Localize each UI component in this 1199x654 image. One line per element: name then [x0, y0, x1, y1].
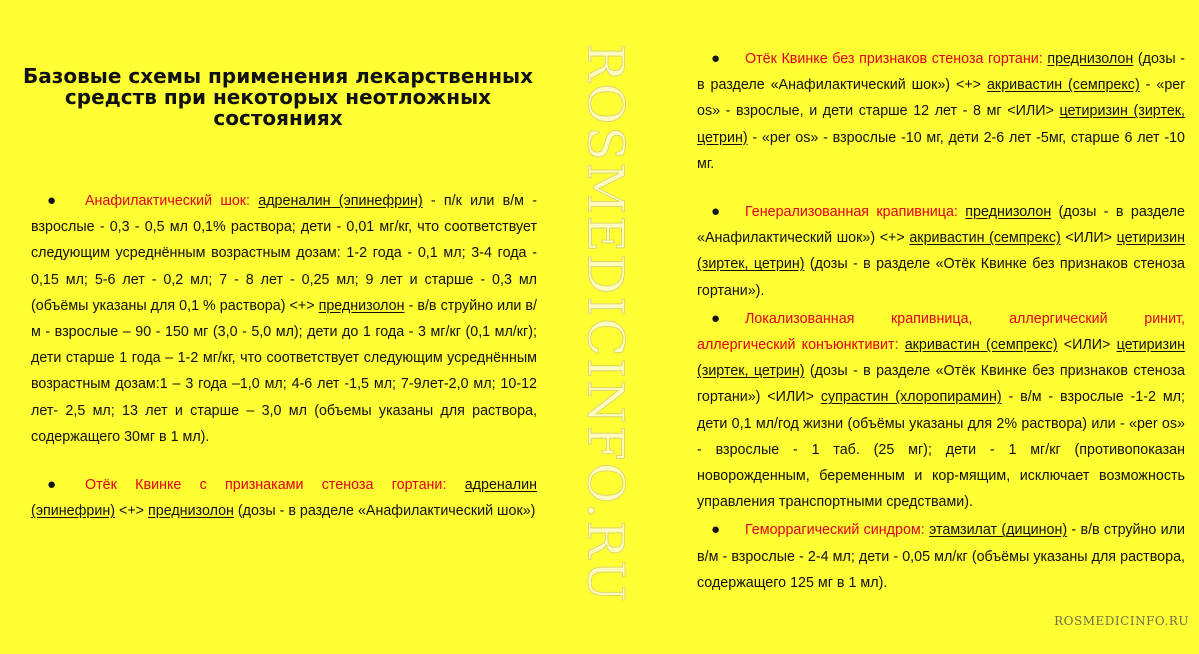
dosage-text: <ИЛИ>: [1057, 337, 1117, 354]
bullet-icon: ●: [711, 203, 721, 221]
drug-prednisolone: преднизолон: [965, 204, 1052, 221]
drug-adrenaline: адреналин (эпинефрин): [31, 477, 537, 520]
left-column: [31, 188, 537, 524]
drug-prednisolone: преднизолон: [148, 503, 234, 520]
drug-acrivastine: акривастин (семпрекс): [909, 230, 1061, 247]
page-title-line-3: состояниях: [213, 106, 343, 130]
entry-quincke-with-stenosis: ● Отёк Квинке с признаками стеноза гортани: адреналин (эпинефрин) <+> преднизолон (дозы - в разделе «Анафилактический шок»): [31, 472, 537, 524]
entry-hemorrhagic-syndrome: ● Геморрагический синдром: этамзилат (дицинон) - в/в струйно или в/м - взрослые - 2-4 мл; дети - 0,05 мл/кг (объёмы указаны для раствора, содержащего 125 мг в 1 мл).: [697, 517, 1185, 596]
drug-cetirizine: цетиризин (зиртек, цетрин): [697, 230, 1185, 273]
term-quincke-with-stenosis: Отёк Квинке с признаками стеноза гортани: [85, 477, 443, 494]
dosage-text: - «per os» - взрослые -10 мг, дети 2-6 лет -5мг, старше 6 лет -10 мг.: [697, 129, 1185, 172]
term-generalized-urticaria: Генерализованная крапивница: [745, 204, 954, 221]
page-title: [18, 66, 538, 129]
drug-etamsylate: этамзилат (дицинон): [929, 522, 1068, 539]
bullet-icon: ●: [711, 50, 721, 67]
bullet-icon: ●: [711, 521, 721, 539]
dosage-text: - в/м - взрослые -1-2 мл; дети 0,1 мл/год жизни (объёмы указаны для 2% раствора) или - «per os» - взрослые - 1 таб. (25 мг); дети - 1 мг/кг (противопоказан новорожденным, беременным и кор-мящим, исключает возможность управления транспортными средствами).: [697, 389, 1185, 511]
dosage-text: (дозы - в разделе «Отёк Квинке без признаков стеноза гортани»).: [697, 256, 1185, 299]
drug-prednisolone: преднизолон: [318, 297, 405, 314]
dosage-text: - «per os» - взрослые, и дети старше 12 лет - 8 мг <ИЛИ>: [697, 77, 1185, 120]
dosage-text: (дозы - в разделе «Анафилактический шок») <+>: [697, 51, 1185, 94]
bullet-icon: ●: [711, 309, 721, 327]
term-anaphylactic-shock: Анафилактический шок: [85, 193, 247, 209]
entry-generalized-urticaria: ● Генерализованная крапивница: преднизолон (дозы - в разделе «Анафилактический шок») <+> акривастин (семпрекс) <ИЛИ> цетиризин (зиртек, цетрин) (дозы - в разделе «Отёк Квинке без признаков стеноза гортани»).: [697, 199, 1185, 304]
vertical-watermark-text: ROSMEDICINFO.RU: [576, 43, 634, 605]
page-title-line-1: Базовые схемы применения лекарственных: [22, 64, 534, 88]
entry-localized-urticaria: ● Локализованная крапивница, аллергический ринит, аллергический конъюнктивит: акривастин (семпрекс) <ИЛИ> цетиризин (зиртек, цетрин) (дозы - в разделе «Отёк Квинке без признаков стеноза гортани») <ИЛИ> супрастин (хлоропирамин) - в/м - взрослые -1-2 мл; дети 0,1 мл/год жизни (объёмы указаны для 2% раствора) или - «per os» - взрослые - 1 таб. (25 мг); дети - 1 мг/кг (противопоказан новорожденным, беременным и кор-мящим, исключает возможность управления транспортными средствами).: [697, 306, 1185, 516]
entry-quincke-without-stenosis: ● Отёк Квинке без признаков стеноза гортани: преднизолон (дозы - в разделе «Анафилактический шок») <+> акривастин (семпрекс) - «per os» - взрослые, и дети старше 12 лет - 8 мг <ИЛИ> цетиризин (зиртек, цетрин) - «per os» - взрослые -10 мг, дети 2-6 лет -5мг, старше 6 лет -10 мг.: [697, 46, 1185, 177]
drug-cetirizine: цетиризин (зиртек, цетрин): [697, 337, 1185, 380]
entry-anaphylactic-shock: ● Анафилактический шок: адреналин (эпинефрин) - п/к или в/м - взрослые - 0,3 - 0,5 мл 0,1% раствора; дети - 0,01 мг/кг, что соответствует следующим усреднённым возрастным дозам: 1-2 года - 0,1 мл; 3-4 года - 0,15 мл; 5-6 лет - 0,2 мл; 7 - 8 лет - 0,25 мл; 9 лет и старше - 0,3 мл (объёмы указаны для 0,1 % раствора) <+> преднизолон - в/в струйно или в/м - взрослые – 90 - 150 мг (3,0 - 5,0 мл); дети до 1 года - 3 мг/кг (0,1 мл/кг); дети старше 1 года – 1-2 мг/кг, что соответствует следующим усреднённым возрастным дозам:1 – 3 года –1,0 мл; 4-6 лет -1,5 мл; 7-9лет-2,0 мл; 10-12 лет- 2,5 мл; 13 лет и старше – 3,0 мл (объемы указаны для раствора, содержащего 30мг в 1 мл).: [31, 188, 537, 450]
dosage-text: - в/в струйно или в/м - взрослые - 2-4 мл; дети - 0,05 мл/кг (объёмы указаны для раствора, содержащего 125 мг в 1 мл).: [697, 522, 1185, 591]
dosage-text: (дозы - в разделе «Отёк Квинке без признаков стеноза гортани») <ИЛИ>: [697, 363, 1185, 406]
term-quincke-without-stenosis: Отёк Квинке без признаков стеноза гортани: [745, 51, 1039, 67]
term-hemorrhagic-syndrome: Геморрагический синдром: [745, 522, 921, 539]
drug-adrenaline: адреналин (эпинефрин): [258, 193, 423, 209]
dosage-text: <+>: [115, 503, 148, 520]
dosage-text: - п/к или в/м - взрослые - 0,3 - 0,5 мл 0,1% раствора; дети - 0,01 мг/кг, что соответствует следующим усреднённым возрастным дозам: 1-2 года - 0,1 мл; 3-4 года - 0,15 мл; 5-6 лет - 0,2 мл; 7 - 8 лет - 0,25 мл; 9 лет и старше - 0,3 мл (объёмы указаны для 0,1 % раствора) <+>: [31, 193, 537, 314]
vertical-watermark: [575, 24, 635, 624]
dosage-text: (дозы - в разделе «Анафилактический шок») <+>: [697, 204, 1185, 247]
page-title-line-2: средств при некоторых неотложных: [64, 85, 492, 109]
right-column: [697, 46, 1185, 596]
dosage-text: (дозы - в разделе «Анафилактический шок»): [233, 503, 536, 520]
term-localized-urticaria: Локализованная крапивница, аллергический ринит, аллергический конъюнктивит: [697, 310, 1185, 354]
drug-prednisolone: преднизолон: [1047, 51, 1134, 67]
corner-watermark: ROSMEDICINFO.RU: [1054, 614, 1189, 628]
dosage-text: - в/в струйно или в/м - взрослые – 90 - 150 мг (3,0 - 5,0 мл); дети до 1 года - 3 мг/кг (0,1 мл/кг); дети старше 1 года – 1-2 мг/кг, что соответствует следующим усреднённым возрастным дозам:1 – 3 года –1,0 мл; 4-6 лет -1,5 мл; 7-9лет-2,0 мл; 10-12 лет- 2,5 мл; 13 лет и старше – 3,0 мл (объемы указаны для раствора, содержащего 30мг в 1 мл).: [31, 297, 537, 445]
bullet-icon: ●: [47, 192, 57, 209]
drug-acrivastine: акривастин (семпрекс): [904, 337, 1058, 354]
drug-cetirizine: цетиризин (зиртек, цетрин): [697, 103, 1186, 146]
drug-suprastin: супрастин (хлоропирамин): [820, 389, 1002, 406]
bullet-icon: ●: [47, 476, 57, 494]
dosage-text: <ИЛИ>: [1060, 230, 1117, 247]
drug-acrivastine: акривастин (семпрекс): [986, 77, 1140, 94]
